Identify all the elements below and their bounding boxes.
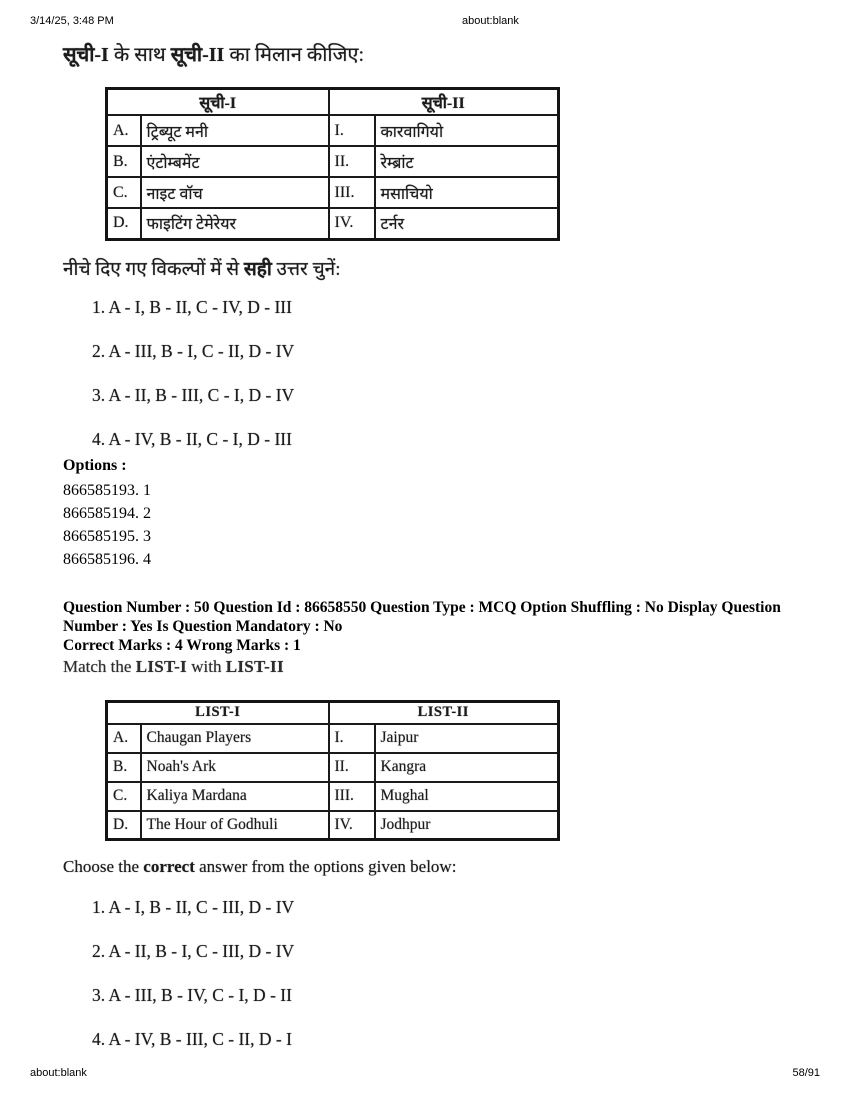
row-item-right: Mughal bbox=[375, 782, 559, 811]
row-item-right: Kangra bbox=[375, 753, 559, 782]
q49-heading-list1: सूची-I bbox=[63, 44, 109, 66]
option-id: 866585193. 1 bbox=[63, 482, 151, 499]
row-item-right: Jodhpur bbox=[375, 811, 559, 840]
row-item-left: The Hour of Godhuli bbox=[141, 811, 329, 840]
q49-instruction bbox=[63, 255, 340, 281]
row-roman: I. bbox=[329, 115, 375, 146]
row-item-right: मसाचियो bbox=[375, 177, 559, 208]
row-letter: A. bbox=[107, 724, 141, 753]
row-item-left: ट्रिब्यूट मनी bbox=[141, 115, 329, 146]
row-item-right: टर्नर bbox=[375, 208, 559, 239]
option-id: 866585194. 2 bbox=[63, 505, 151, 522]
q50-instruction-text1: Choose the bbox=[63, 857, 144, 876]
q49-instruction-bold: सही bbox=[243, 259, 272, 280]
row-letter: D. bbox=[107, 208, 141, 239]
row-roman: II. bbox=[329, 146, 375, 177]
option-item: 4. A - IV, B - II, C - I, D - III bbox=[92, 429, 292, 449]
table-row bbox=[107, 177, 559, 208]
row-item-left: Kaliya Mardana bbox=[141, 782, 329, 811]
q49-instruction-text1: नीचे दिए गए विकल्पों में से bbox=[63, 259, 244, 280]
q50-col-list1: LIST-I bbox=[107, 702, 329, 724]
table-row bbox=[107, 782, 559, 811]
row-item-left: नाइट वॉच bbox=[141, 177, 329, 208]
table-header-row bbox=[107, 702, 559, 724]
row-letter: B. bbox=[107, 753, 141, 782]
row-roman: III. bbox=[329, 177, 375, 208]
q49-match-table bbox=[105, 87, 560, 241]
q49-heading-list2: सूची-II bbox=[170, 44, 225, 66]
row-item-left: Noah's Ark bbox=[141, 753, 329, 782]
q49-option-ids bbox=[63, 479, 151, 571]
q49-col-list2: सूची-II bbox=[329, 89, 559, 116]
option-item: 3. A - III, B - IV, C - I, D - II bbox=[92, 985, 292, 1005]
q49-heading-text1: के साथ bbox=[108, 44, 171, 66]
row-letter: C. bbox=[107, 177, 141, 208]
q49-col-list1: सूची-I bbox=[107, 89, 329, 116]
q50-marks: Correct Marks : 4 Wrong Marks : 1 bbox=[63, 637, 301, 654]
q49-options-label: Options : bbox=[63, 457, 127, 474]
q50-heading bbox=[63, 657, 284, 677]
print-footer-title: about:blank bbox=[30, 1067, 87, 1079]
option-item: 1. A - I, B - II, C - III, D - IV bbox=[92, 897, 295, 917]
row-item-right: कारवागियो bbox=[375, 115, 559, 146]
row-roman: II. bbox=[329, 753, 375, 782]
q50-options-list bbox=[92, 897, 294, 1073]
option-item: 1. A - I, B - II, C - IV, D - III bbox=[92, 297, 292, 317]
option-item: 2. A - III, B - I, C - II, D - IV bbox=[92, 341, 295, 361]
option-item: 2. A - II, B - I, C - III, D - IV bbox=[92, 941, 295, 961]
row-roman: IV. bbox=[329, 811, 375, 840]
q49-options-list bbox=[92, 297, 294, 473]
q49-heading bbox=[63, 40, 364, 67]
row-roman: I. bbox=[329, 724, 375, 753]
print-footer-page: 58/91 bbox=[792, 1067, 820, 1079]
q50-heading-list1: LIST-I bbox=[135, 657, 187, 676]
table-header-row bbox=[107, 89, 559, 116]
row-item-left: एंटोम्बमेंट bbox=[141, 146, 329, 177]
table-row bbox=[107, 753, 559, 782]
row-roman: III. bbox=[329, 782, 375, 811]
row-letter: A. bbox=[107, 115, 141, 146]
option-id: 866585196. 4 bbox=[63, 551, 151, 568]
row-roman: IV. bbox=[329, 208, 375, 239]
q50-meta: Question Number : 50 Question Id : 86658550 Question Type : MCQ Option Shuffling : No Display Question Number : Yes Is Question Mandatory : No bbox=[63, 599, 781, 635]
print-header-title: about:blank bbox=[462, 15, 519, 27]
q50-heading-text1: Match the bbox=[63, 657, 136, 676]
q50-instruction bbox=[63, 857, 456, 877]
table-row bbox=[107, 811, 559, 840]
print-header-datetime: 3/14/25, 3:48 PM bbox=[30, 15, 114, 27]
table-row bbox=[107, 146, 559, 177]
table-row bbox=[107, 208, 559, 239]
table-row bbox=[107, 724, 559, 753]
q50-match-table bbox=[105, 700, 560, 841]
q50-instruction-text2: answer from the options given below: bbox=[194, 857, 457, 876]
row-letter: B. bbox=[107, 146, 141, 177]
option-id: 866585195. 3 bbox=[63, 528, 151, 545]
q50-heading-list2: LIST-II bbox=[225, 657, 284, 676]
option-item: 3. A - II, B - III, C - I, D - IV bbox=[92, 385, 295, 405]
row-item-right: रेम्ब्रांट bbox=[375, 146, 559, 177]
q50-col-list2: LIST-II bbox=[329, 702, 559, 724]
q50-heading-text2: with bbox=[186, 657, 226, 676]
row-letter: C. bbox=[107, 782, 141, 811]
row-item-left: Chaugan Players bbox=[141, 724, 329, 753]
q50-instruction-bold: correct bbox=[143, 857, 195, 876]
row-item-right: Jaipur bbox=[375, 724, 559, 753]
row-letter: D. bbox=[107, 811, 141, 840]
q49-instruction-text2: उत्तर चुनें: bbox=[271, 259, 341, 280]
table-row bbox=[107, 115, 559, 146]
option-item: 4. A - IV, B - III, C - II, D - I bbox=[92, 1029, 292, 1049]
q49-heading-text2: का मिलान कीजिए: bbox=[224, 44, 365, 66]
row-item-left: फाइटिंग टेमेरेयर bbox=[141, 208, 329, 239]
